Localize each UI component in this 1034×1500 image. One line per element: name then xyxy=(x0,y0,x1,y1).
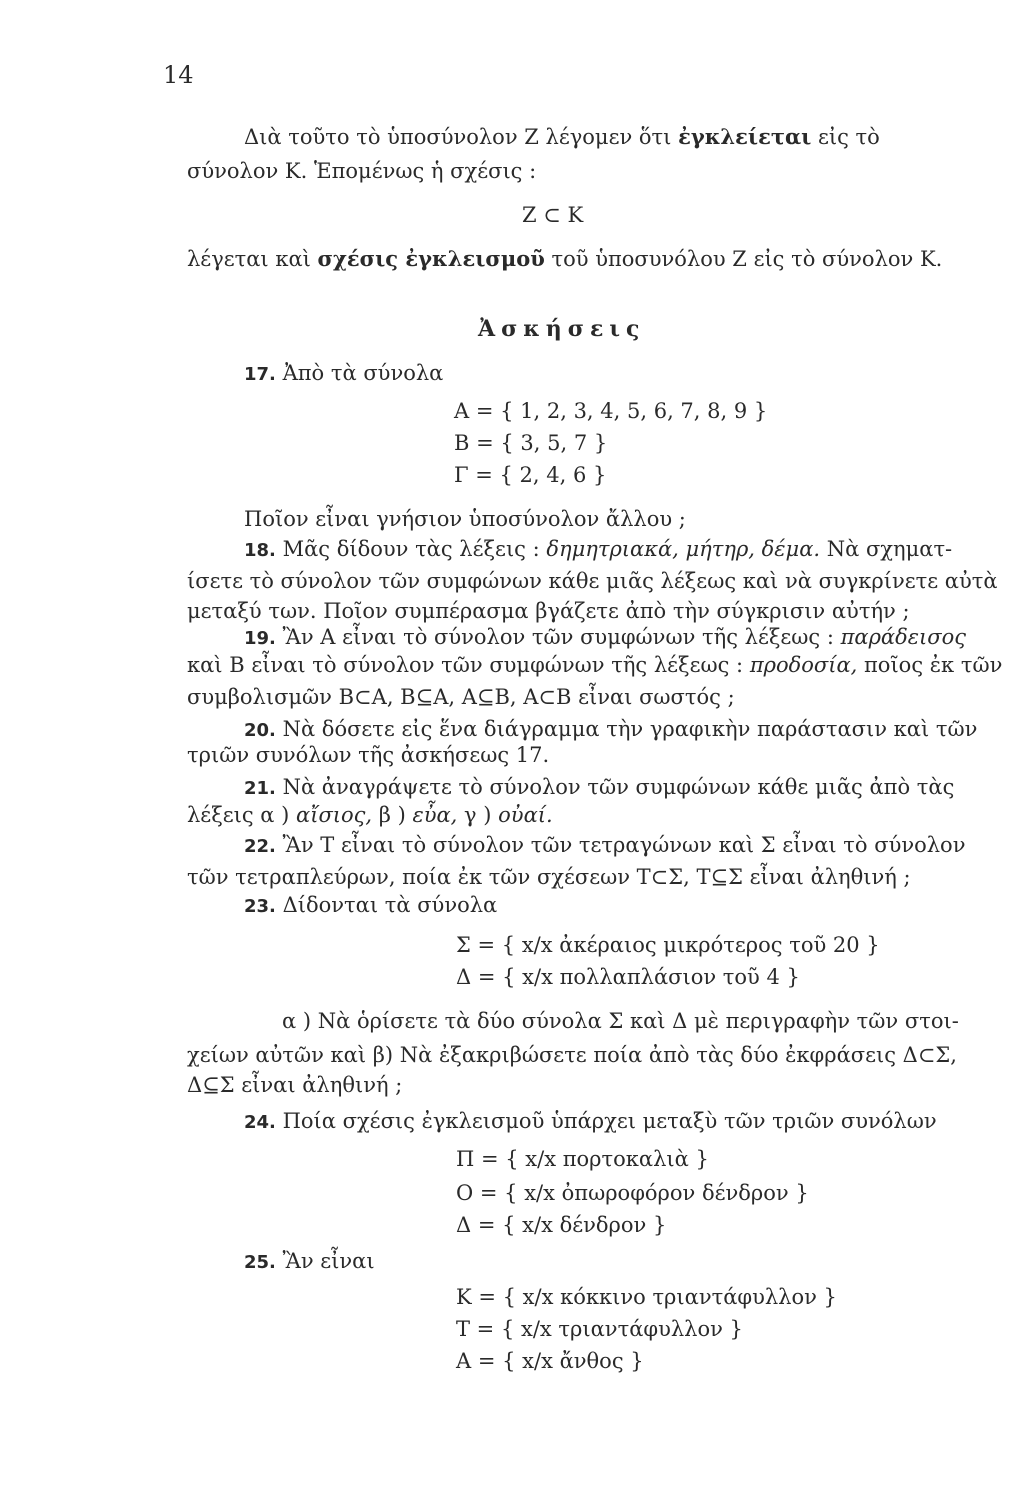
exercise-text: Νὰ δόσετε εἰς ἕνα διάγραμμα τὴν γραφικὴν παράστασιν καὶ τῶν xyxy=(282,717,978,741)
exercise-25-set-k: Κ = { x/x κόκκινο τριαντάφυλλον } xyxy=(456,1285,837,1309)
exercise-text: Μᾶς δίδουν τὰς λέξεις : xyxy=(282,537,547,561)
exercise-number: 18. xyxy=(244,540,276,561)
exercise-italic-word: προδοσία, xyxy=(749,653,858,677)
exercise-text: Ἂν εἶναι xyxy=(282,1249,375,1273)
intro-bold-term: σχέσις ἐγκλεισμοῦ xyxy=(317,246,545,271)
intro-line-1 xyxy=(244,124,880,150)
intro-text: Διὰ τοῦτο τὸ ὑποσύνολον Ζ λέγομεν ὅτι xyxy=(244,125,679,149)
intro-text: εἰς τὸ xyxy=(811,125,880,149)
exercise-text: β ) xyxy=(372,803,413,827)
exercise-text: Ἂν Τ εἶναι τὸ σύνολον τῶν τετραγώνων καὶ Σ εἶναι τὸ σύνολον xyxy=(282,833,966,857)
exercise-18-line-3: μεταξύ των. Ποῖον συμπέρασμα βγάζετε ἀπὸ τὴν σύγκρισιν αὐτήν ; xyxy=(187,599,910,623)
exercise-text: Ποία σχέσις ἐγκλεισμοῦ ὑπάρχει μεταξὺ τῶν τριῶν συνόλων xyxy=(282,1109,937,1133)
exercise-21-line-2 xyxy=(187,802,553,828)
exercise-24-set-d: Δ = { x/x δένδρον } xyxy=(456,1213,667,1237)
exercise-number: 23. xyxy=(244,896,276,917)
exercise-text: Νὰ σχηματ- xyxy=(820,537,953,561)
exercise-text: Δίδονται τὰ σύνολα xyxy=(282,893,498,917)
exercise-18-line-2: ίσετε τὸ σύνολον τῶν συμφώνων κάθε μιᾶς λέξεως καὶ νὰ συγκρίνετε αὐτὰ xyxy=(187,569,998,593)
exercise-23-line-2: χείων αὐτῶν καὶ β) Νὰ ἐξακριβώσετε ποία ἀπὸ τὰς δύο ἐκφράσεις Δ⊂Σ, xyxy=(187,1043,957,1067)
intro-line-2: σύνολον Κ. Ἑπομένως ἡ σχέσις : xyxy=(187,159,537,183)
exercise-19-line-3: συμβολισμῶν Β⊂Α, Β⊆Α, Α⊆Β, Α⊂Β εἶναι σωστός ; xyxy=(187,685,735,709)
exercise-text: λέξεις α ) xyxy=(187,803,297,827)
exercise-24-set-o: Ο = { x/x ὀπωροφόρον δένδρον } xyxy=(456,1181,809,1205)
exercise-17-set-a: Α = { 1, 2, 3, 4, 5, 6, 7, 8, 9 } xyxy=(454,399,768,423)
exercise-text: καὶ Β εἶναι τὸ σύνολον τῶν συμφώνων τῆς λέξεως : xyxy=(187,653,750,677)
exercise-23-line-1: α ) Νὰ ὁρίσετε τὰ δύο σύνολα Σ καὶ Δ μὲ περιγραφὴν τῶν στοι- xyxy=(282,1009,959,1033)
exercise-22-line-2: τῶν τετραπλεύρων, ποία ἐκ τῶν σχέσεων Τ⊂Σ, Τ⊆Σ εἶναι ἀληθινή ; xyxy=(187,865,911,889)
exercise-number: 24. xyxy=(244,1112,276,1133)
intro-formula: Ζ ⊂ Κ xyxy=(522,203,584,227)
section-heading: Ἀσκήσεις xyxy=(478,316,646,342)
exercise-19-line-2 xyxy=(187,652,1002,678)
exercise-text: ποῖος ἐκ τῶν xyxy=(857,653,1003,677)
exercise-number: 17. xyxy=(244,364,276,385)
exercise-italic-words: δημητριακά, μήτηρ, δέμα. xyxy=(546,537,821,561)
exercise-17-set-b: Β = { 3, 5, 7 } xyxy=(454,431,608,455)
exercise-number: 25. xyxy=(244,1252,276,1273)
exercise-24-intro xyxy=(244,1108,937,1136)
exercise-25-intro xyxy=(244,1248,375,1276)
exercise-number: 20. xyxy=(244,720,276,741)
exercise-17-question: Ποῖον εἶναι γνήσιον ὑποσύνολον ἄλλου ; xyxy=(244,507,686,531)
exercise-number: 21. xyxy=(244,778,276,799)
exercise-text: γ ) xyxy=(457,803,499,827)
intro-line-3 xyxy=(187,246,942,272)
exercise-24-set-p: Π = { x/x πορτοκαλιὰ } xyxy=(456,1147,709,1171)
exercise-italic-word: οὐαί. xyxy=(498,803,553,827)
exercise-17-set-g: Γ = { 2, 4, 6 } xyxy=(454,463,607,487)
exercise-text: Νὰ ἀναγράψετε τὸ σύνολον τῶν συμφώνων κάθε μιᾶς ἀπὸ τὰς xyxy=(282,775,955,799)
exercise-17-intro xyxy=(244,360,443,388)
exercise-23-line-3: Δ⊆Σ εἶναι ἀληθινή ; xyxy=(187,1073,403,1097)
exercise-text: Ἀπὸ τὰ σύνολα xyxy=(282,361,444,385)
exercise-20-line-1 xyxy=(244,716,977,744)
exercise-italic-word: παράδεισος xyxy=(840,625,966,649)
exercise-21-line-1 xyxy=(244,774,954,802)
exercise-italic-word: αἴσιος, xyxy=(296,803,373,827)
exercise-text: Ἂν Α εἶναι τὸ σύνολον τῶν συμφώνων τῆς λέξεως : xyxy=(282,625,841,649)
exercise-22-line-1 xyxy=(244,832,965,860)
exercise-25-set-t: Τ = { x/x τριαντάφυλλον } xyxy=(456,1317,743,1341)
exercise-number: 22. xyxy=(244,836,276,857)
intro-text: τοῦ ὑποσυνόλου Ζ εἰς τὸ σύνολον Κ. xyxy=(544,247,943,271)
page-number: 14 xyxy=(163,61,194,89)
exercise-19-line-1 xyxy=(244,624,966,652)
intro-bold-term: ἐγκλείεται xyxy=(678,124,812,149)
exercise-23-set-d: Δ = { x/x πολλαπλάσιον τοῦ 4 } xyxy=(456,965,800,989)
exercise-20-line-2: τριῶν συνόλων τῆς ἀσκήσεως 17. xyxy=(187,743,550,767)
exercise-23-set-s: Σ = { x/x ἀκέραιος μικρότερος τοῦ 20 } xyxy=(456,933,880,957)
exercise-25-set-a: Α = { x/x ἄνθος } xyxy=(456,1349,644,1373)
exercise-23-intro xyxy=(244,892,497,920)
exercise-italic-word: εὖα, xyxy=(412,803,458,827)
exercise-18-line-1 xyxy=(244,536,952,564)
exercise-number: 19. xyxy=(244,628,276,649)
intro-text: λέγεται καὶ xyxy=(187,247,318,271)
